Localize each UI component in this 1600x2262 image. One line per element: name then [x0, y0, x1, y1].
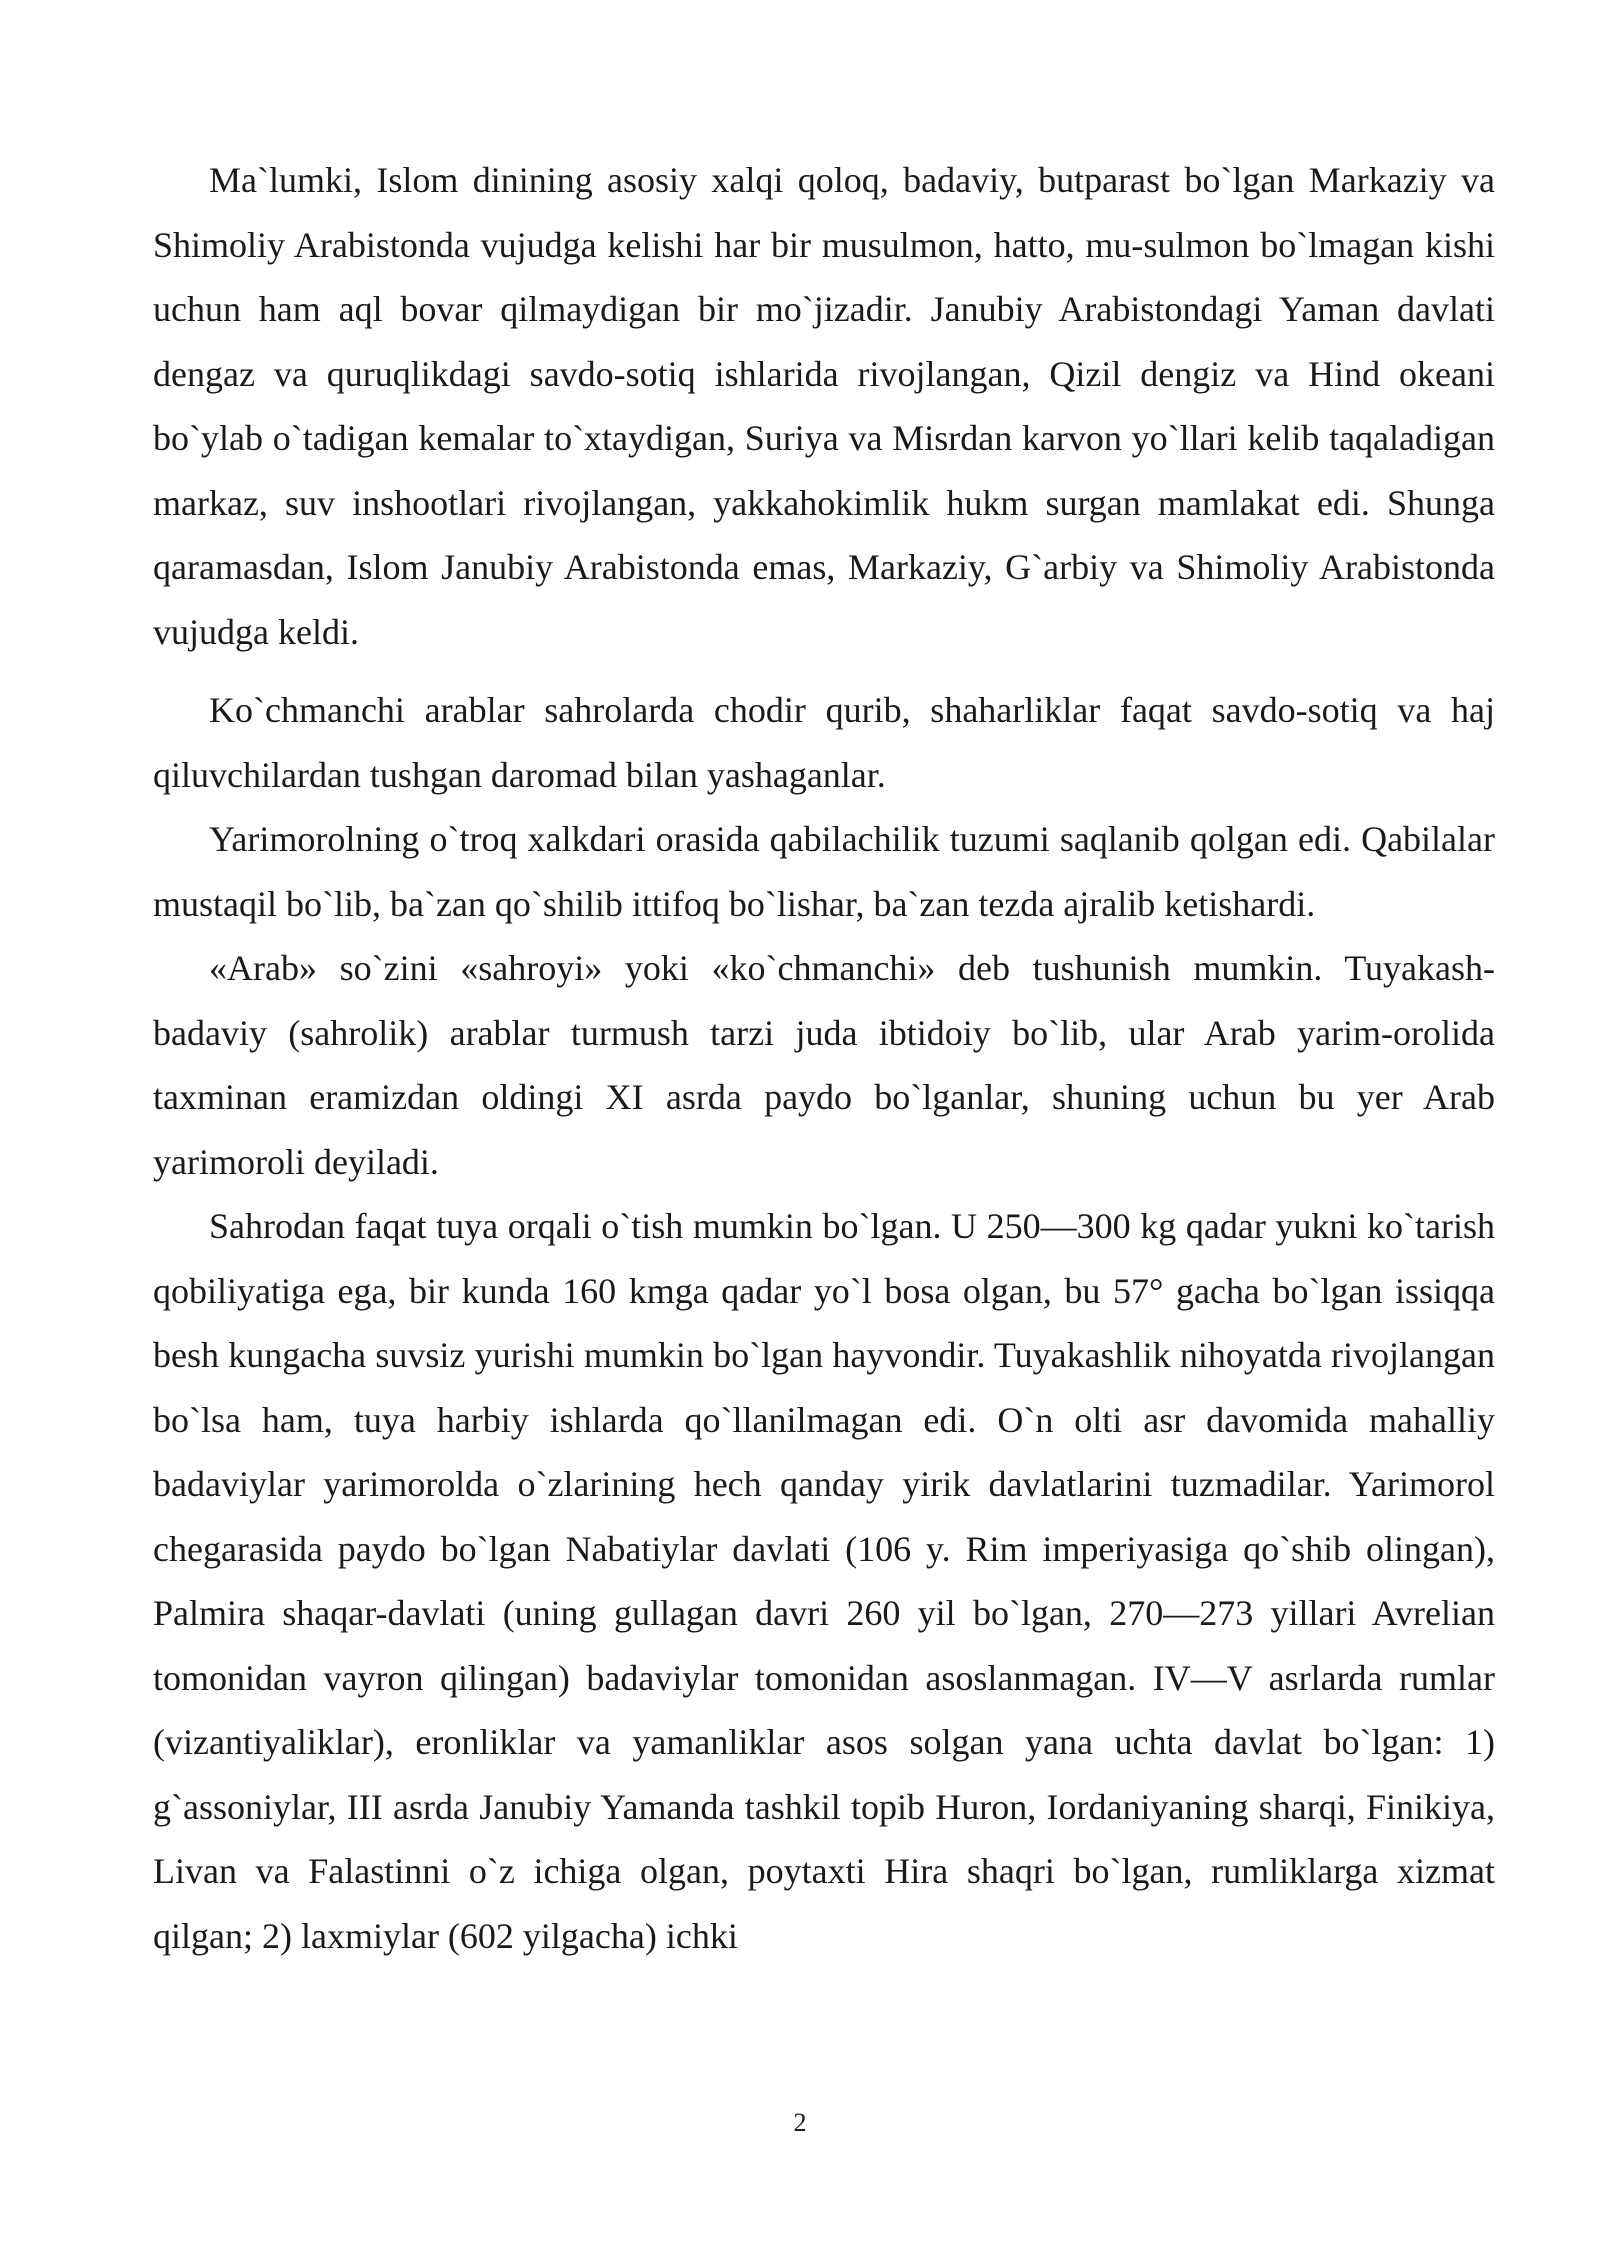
paragraph-nomadic-arabs: Ko`chmanchi arablar sahrolarda chodir qurib, shaharliklar faqat savdo-sotiq va haj qiluvchilardan tushgan daromad bilan yashaganlar.: [153, 690, 1495, 795]
paragraph-arab-word: «Arab» so`zini «sahroyi» yoki «ko`chmanchi» deb tushunish mumkin. Tuyakash-badaviy (sahrolik) arablar turmush tarzi juda ibtidoiy bo`lib, ular Arab yarim-orolida taxminan eramizdan oldingi XI asrda paydo bo`lganlar, shuning uchun bu yer Arab yarimoroli deyiladi.: [153, 948, 1495, 1182]
paragraph-camel-states: Sahrodan faqat tuya orqali o`tish mumkin bo`lgan. U 250—300 kg qadar yukni ko`tarish qobiliyatiga ega, bir kunda 160 kmga qadar yo`l bosa olgan, bu 57° gacha bo`lgan issiqqa besh kungacha suvsiz yurishi mumkin bo`lgan hayvondir. Tuyakashlik nihoyatda rivojlangan bo`lsa ham, tuya harbiy ishlarda qo`llanilmagan edi. O`n olti asr davomida mahalliy badaviylar yarimorolda o`zlarining hech qanday yirik davlatlarini tuzmadilar. Yarimorol chegarasida paydo bo`lgan Nabatiylar davlati (106 y. Rim imperiyasiga qo`shib olingan), Palmira shaqar-davlati (uning gullagan davri 260 yil bo`lgan, 270—273 yillari Avrelian tomonidan vayron qilingan) badaviylar tomonidan asoslanmagan. IV—V asrlarda rumlar (vizantiyaliklar), eronliklar va yamanliklar asos solgan yana uchta davlat bo`lgan: 1) g`assoniylar, III asrda Janubiy Yamanda tashkil topib Huron, Iordaniyaning sharqi, Finikiya, Livan va Falastinni o`z ichiga olgan, poytaxti Hira shaqri bo`lgan, rumliklarga xizmat qilgan; 2) laxmiylar (602 yilgacha) ichki: [153, 1206, 1495, 1956]
body-text: [153, 148, 1495, 1968]
page-number: 2: [793, 2108, 807, 2137]
paragraph-tribal-system: Yarimorolning o`troq xalkdari orasida qabilachilik tuzumi saqlanib qolgan edi. Qabilalar mustaqil bo`lib, ba`zan qo`shilib ittifoq bo`lishar, ba`zan tezda ajralib ketishardi.: [153, 819, 1495, 924]
paragraph-islam-origin: Ma`lumki, Islom dinining asosiy xalqi qoloq, badaviy, butparast bo`lgan Markaziy va Shimoliy Arabistonda vujudga kelishi har bir musulmon, hatto, mu-sulmon bo`lmagan kishi uchun ham aql bovar qilmaydigan bir mo`jizadir. Janubiy Arabistondagi Yaman davlati dengaz va quruqlikdagi savdo-sotiq ishlarida rivojlangan, Qizil dengiz va Hind okeani bo`ylab o`tadigan kemalar to`xtaydigan, Suriya va Misrdan karvon yo`llari kelib taqaladigan markaz, suv inshootlari rivojlangan, yakkahokimlik hukm surgan mamlakat edi. Shunga qaramasdan, Islom Janubiy Arabistonda emas, Markaziy, G`arbiy va Shimoliy Arabistonda vujudga keldi.: [153, 160, 1495, 652]
